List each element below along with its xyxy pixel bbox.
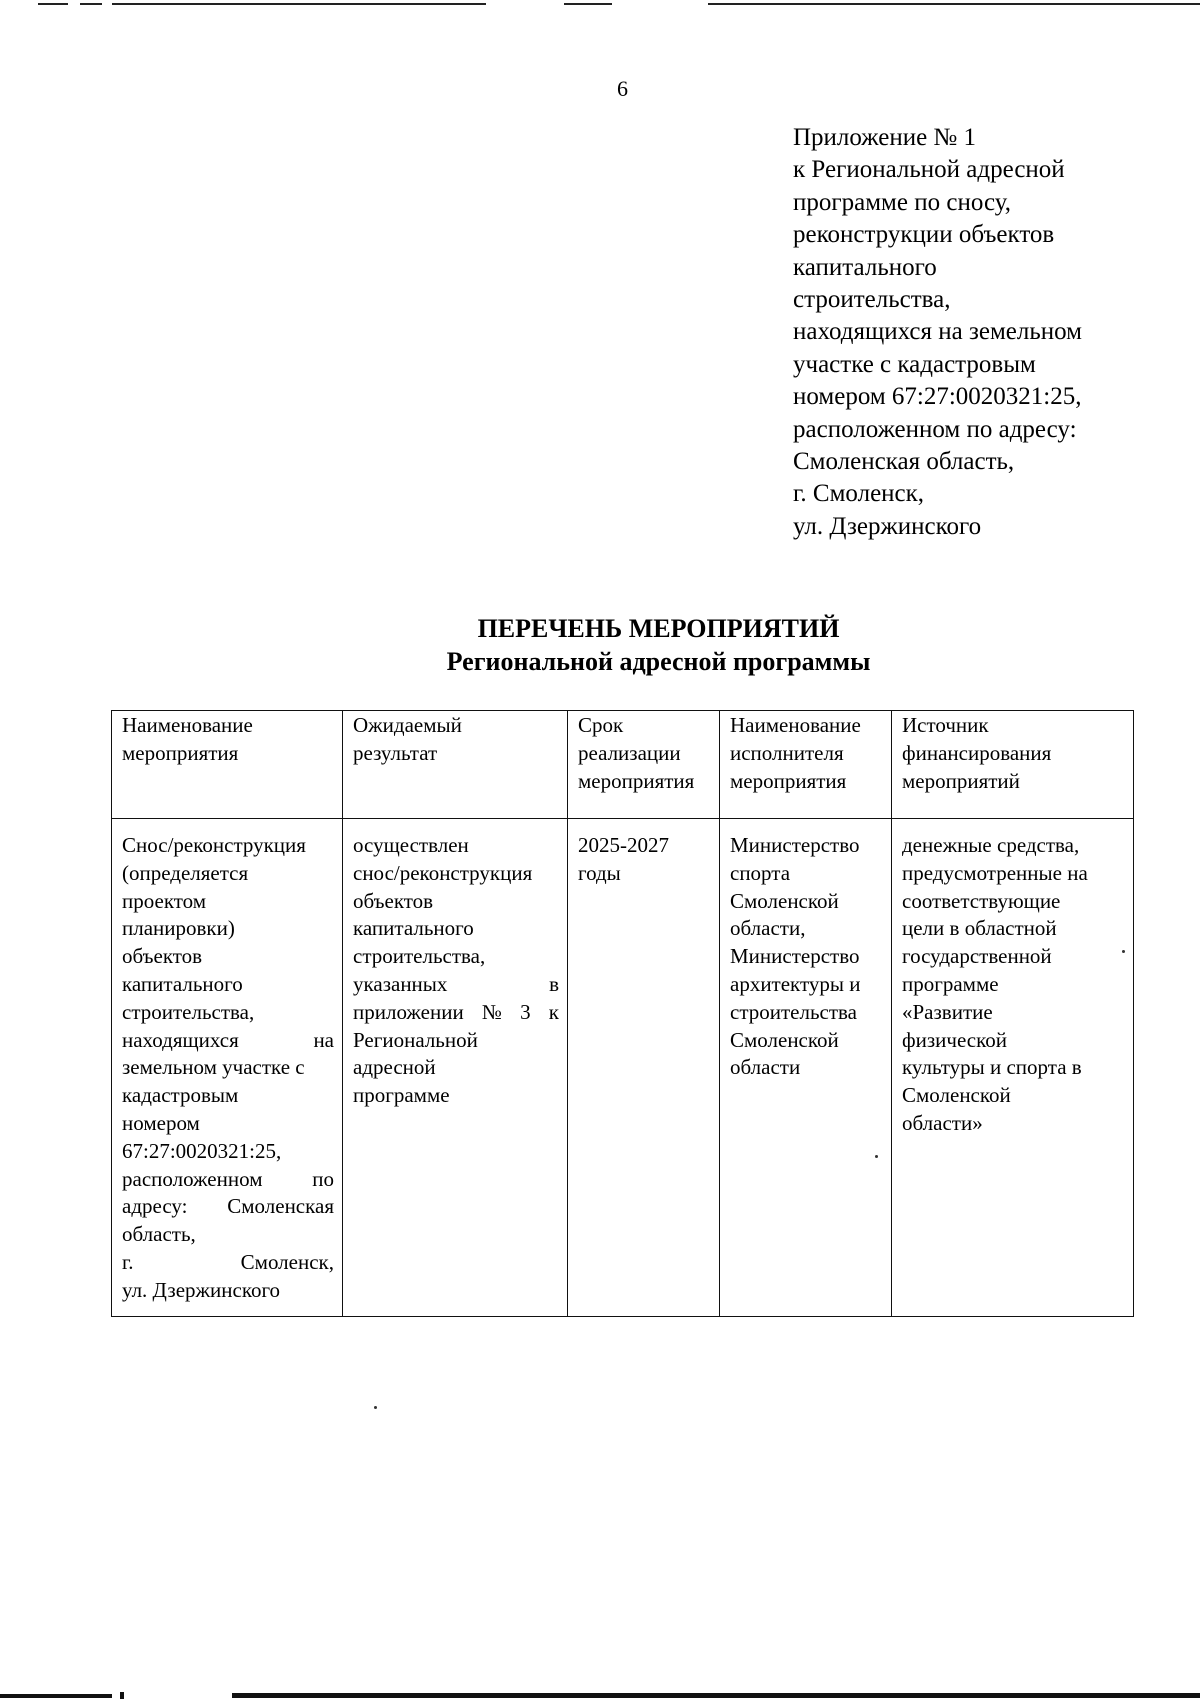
cell-text-line: Наименование <box>730 713 861 737</box>
scan-speck <box>1122 950 1125 953</box>
cell-word: № <box>481 999 502 1024</box>
cell-text-line: программе <box>902 971 999 996</box>
cell-text-line: Министерство <box>730 833 860 857</box>
document-title <box>0 612 1200 678</box>
cell-text-line: результат <box>353 740 438 765</box>
cell-text-line: Смоленской <box>902 1083 1011 1108</box>
cell-text-line <box>122 1193 334 1221</box>
cell-text-line: земельном участке с <box>122 1055 305 1080</box>
cell-text-line: финансирования <box>902 740 1052 765</box>
annex-line: Приложение № 1 <box>793 124 977 151</box>
cell-text-line: капитального <box>353 916 474 941</box>
funding-source-cell <box>892 819 1134 1317</box>
scan-speck <box>374 1406 377 1409</box>
annex-line: ул. Дзержинского <box>793 512 982 540</box>
cell-word: г. <box>122 1249 134 1274</box>
cell-text-line: Срок <box>578 713 624 737</box>
annex-line: строительства, <box>793 286 951 314</box>
cell-text-line: реализации <box>578 740 681 765</box>
cell-text-line: мероприятия <box>122 740 239 765</box>
cell-text-line: (определяется <box>122 860 249 885</box>
cell-text-line <box>353 971 559 999</box>
header-cell <box>112 711 343 819</box>
cell-text-line: ул. Дзержинского <box>122 1277 281 1302</box>
cell-text-line: Источник <box>902 713 989 737</box>
cell-text-line: культуры и спорта в <box>902 1055 1082 1080</box>
annex-line: программе по сносу, <box>793 188 1011 216</box>
cell-text-line: мероприятий <box>902 768 1020 793</box>
header-cell <box>720 711 892 819</box>
cell-text-line <box>122 1249 334 1277</box>
cell-text-line: объектов <box>122 944 203 969</box>
cell-word: к <box>548 999 559 1024</box>
table-row <box>112 819 1134 1317</box>
header-cell <box>343 711 568 819</box>
cell-text-line: объектов <box>353 888 434 913</box>
cell-text-line: исполнителя <box>730 740 844 765</box>
cell-text-line: Снос/реконструкция <box>122 833 306 857</box>
cell-text-line: соответствующие <box>902 888 1061 913</box>
cell-text-line: строительства, <box>353 944 486 969</box>
cell-text-line: осуществлен <box>353 833 469 857</box>
cell-text-line: цели в областной <box>902 916 1057 941</box>
cell-text-line: адресной <box>353 1055 436 1080</box>
scan-edge-top <box>0 0 1200 12</box>
cell-word: расположенном <box>122 1166 263 1191</box>
annex-line: номером 67:27:0020321:25, <box>793 383 1082 411</box>
annex-line: г. Смоленск, <box>793 480 925 508</box>
cell-text-line: Министерство <box>730 944 860 969</box>
annex-line: капитального <box>793 253 937 281</box>
cell-word: на <box>313 1027 334 1052</box>
cell-text-line: Наименование <box>122 713 253 737</box>
cell-text-line: архитектуры и <box>730 971 861 996</box>
deadline-cell <box>568 819 720 1317</box>
cell-text-line: строительства <box>730 999 858 1024</box>
cell-text-line: мероприятия <box>730 768 847 793</box>
cell-text-line: физической <box>902 1027 1007 1052</box>
annex-line: реконструкции объектов <box>793 221 1055 249</box>
cell-text-line: «Развитие <box>902 999 993 1024</box>
cell-text-line: годы <box>578 860 621 885</box>
cell-text-line: снос/реконструкция <box>353 860 533 885</box>
cell-text-line: Смоленской <box>730 1027 839 1052</box>
scan-edge-bottom <box>0 1690 1200 1705</box>
annex-line: Смоленская область, <box>793 448 1015 476</box>
cell-text-line: предусмотренные на <box>902 860 1088 885</box>
cell-text-line: программе <box>353 1083 450 1108</box>
cell-text-line <box>122 1166 334 1194</box>
measures-table <box>111 710 1134 1317</box>
cell-word: Смоленск, <box>240 1249 334 1274</box>
executor-cell <box>720 819 892 1317</box>
cell-text-line: 2025-2027 <box>578 833 669 857</box>
cell-text-line: области, <box>730 916 806 941</box>
cell-word: по <box>312 1166 334 1191</box>
cell-text-line: проектом <box>122 888 207 913</box>
cell-text-line: денежные средства, <box>902 833 1080 857</box>
cell-text-line: строительства, <box>122 999 255 1024</box>
cell-word: 3 <box>520 999 531 1024</box>
cell-text-line: мероприятия <box>578 768 695 793</box>
annex-header <box>793 122 1123 543</box>
cell-word: в <box>549 971 559 996</box>
scan-speck <box>875 1155 878 1158</box>
title-line-2: Региональной адресной программы <box>446 647 871 676</box>
annex-line: расположенном по адресу: <box>793 415 1077 443</box>
cell-text-line: Смоленской <box>730 888 839 913</box>
header-cell <box>892 711 1134 819</box>
cell-word: находящихся <box>122 1027 239 1052</box>
cell-word: указанных <box>353 971 448 996</box>
cell-word: Смоленская <box>227 1194 334 1219</box>
cell-text-line: спорта <box>730 860 791 885</box>
cell-word: адресу: <box>122 1194 188 1219</box>
cell-text-line: области» <box>902 1110 983 1135</box>
expected-result-cell <box>343 819 568 1317</box>
annex-line: участке с кадастровым <box>793 350 1036 378</box>
cell-text-line: область, <box>122 1222 196 1247</box>
cell-text-line: Ожидаемый <box>353 713 462 737</box>
cell-text-line <box>353 999 559 1027</box>
cell-text-line: кадастровым <box>122 1083 239 1108</box>
cell-text-line: Региональной <box>353 1027 478 1052</box>
cell-text-line: планировки) <box>122 916 235 941</box>
cell-text-line: капитального <box>122 971 243 996</box>
cell-text-line: государственной <box>902 944 1052 969</box>
cell-text-line <box>122 1027 334 1055</box>
table-header-row <box>112 711 1134 819</box>
page-number: 6 <box>617 76 628 101</box>
title-line-1: ПЕРЕЧЕНЬ МЕРОПРИЯТИЙ <box>477 614 840 643</box>
measure-name-cell <box>112 819 343 1317</box>
cell-text-line: области <box>730 1055 801 1080</box>
cell-text-line: 67:27:0020321:25, <box>122 1138 282 1163</box>
annex-line: к Региональной адресной <box>793 156 1065 184</box>
annex-line: находящихся на земельном <box>793 318 1082 346</box>
header-cell <box>568 711 720 819</box>
cell-text-line: номером <box>122 1110 200 1135</box>
cell-word: приложении <box>353 999 464 1024</box>
